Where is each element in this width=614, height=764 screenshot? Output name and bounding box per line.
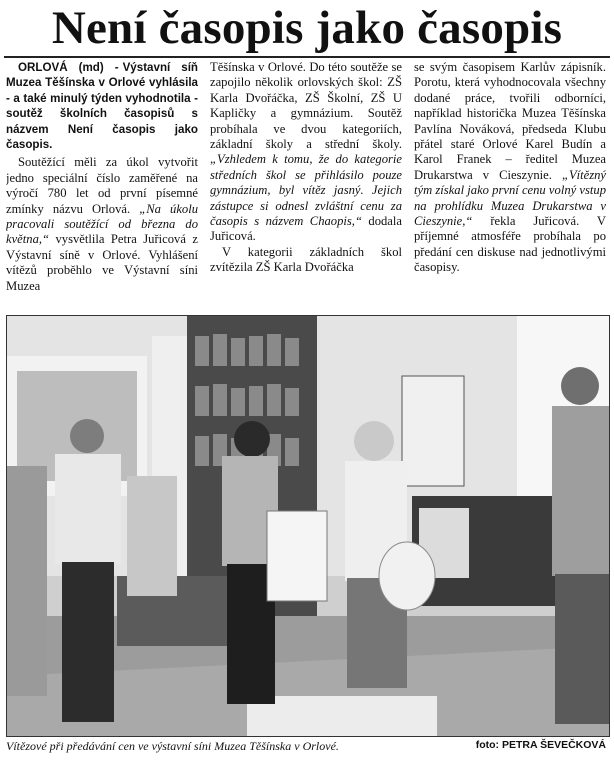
paragraph-text: Těšínska v Orlové. Do této soutěže se zapojilo několik orlovských škol: ZŠ Karla Dvořáčka, ZŠ Školní, ZŠ U Kapličky a gymnázium. Soutěž probíhala ve dvou kategoriích, základní školy a střední školy. <box>210 60 402 152</box>
article-column-1 <box>6 60 198 310</box>
article-paragraph: V kategorii základních škol zvítězila ZŠ Karla Dvořáčka <box>210 244 402 275</box>
article-column-2 <box>210 60 402 310</box>
paragraph-text: řekla Juřicová. V příjemné atmosféře probíhala po předání cen diskuse nad jednotlivými časopisy. <box>414 214 606 275</box>
headline-rule <box>4 56 610 58</box>
photo-credit: foto: PETRA ŠEVEČKOVÁ <box>475 739 606 751</box>
paragraph-text: Soutěžící měli za úkol vytvořit jedno speciální číslo zaměřené na výročí 780 let od první písemné zmínky názvu Orlová. <box>6 155 198 216</box>
quote-text: „Na úkolu pracovali soutěžící od března do května,“ <box>6 201 198 247</box>
article-paragraph <box>414 60 606 276</box>
article-lead <box>6 60 198 152</box>
article-paragraph <box>210 60 402 245</box>
quote-text: „Vítězný tým získal jako první cenu volný vstup na prohlídku Muzea Drukarstwa v Cieszynie,“ <box>414 167 606 229</box>
quote-text: „Vzhledem k tomu, že do kategorie středních škol se přihlásilo pouze gymnázium, byl vítěz jasný. Jejich zástupce si odnesl zvláštní cenu za časopis s názvem Chaopis,“ <box>210 152 402 229</box>
photo-caption: Vítězové při předávání cen ve výstavní síni Muzea Těšínska v Orlové. <box>6 739 339 753</box>
headline: Není časopis jako časopis <box>51 2 563 54</box>
paragraph-text: se svým časopisem Karlův zápisník. Porotu, která vyhodnocovala všechny dodané práce, tvořili odborníci, například historička Muzea Těšínska Pavlína Nováková, předseda Klubu přátel staré Orlové Karel Budín a Karol Franek – ředitel Muzea Drukarstwa v Cieszynie. <box>414 60 606 182</box>
lead-text: Výstavní síň Muzea Těšínska v Orlové vyhlásila - a také minulý týden vyhodnotila - soutěž školních časopisů s názvem Není časopis jako časopis. <box>6 61 198 152</box>
paragraph-text: dodala Juřicová. <box>210 214 402 244</box>
paragraph-text: vysvětlila Petra Juřicová z Výstavní síně v Orlové. Vyhlášení vítězů proběhlo ve Výstavní síni Muzea <box>6 232 198 293</box>
article-paragraph <box>6 155 198 294</box>
article-photo <box>6 315 610 737</box>
lead-kicker: ORLOVÁ (md) - <box>18 61 119 74</box>
article-column-3 <box>414 60 606 310</box>
photo-illustration <box>7 316 609 736</box>
